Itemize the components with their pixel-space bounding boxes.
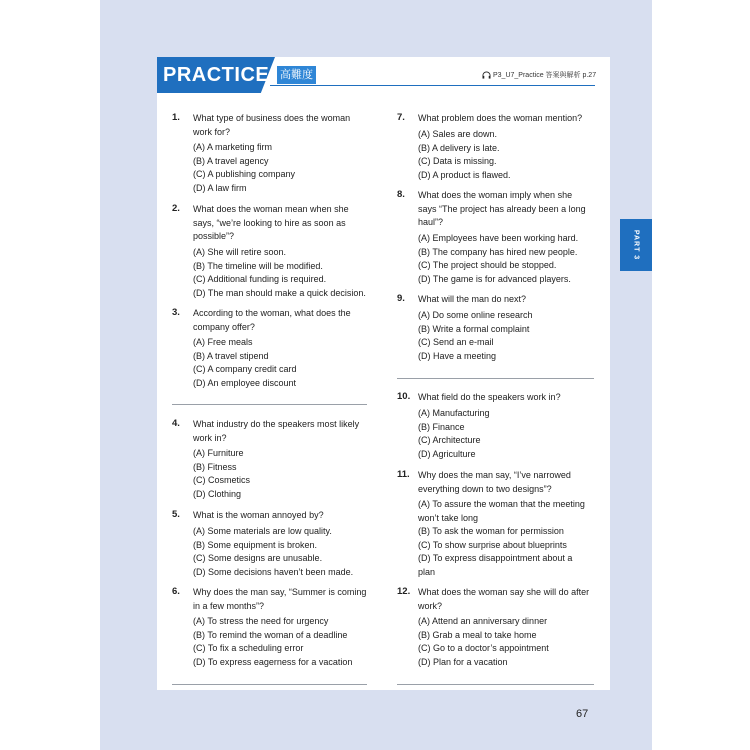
answer-option: (A) Do some online research (418, 310, 533, 320)
answer-option: (A) To assure the woman that the meeting won’t take long (418, 499, 585, 523)
question-stem: What industry do the speakers most likely work in? (193, 419, 360, 443)
answer-option: (A) Furniture (193, 448, 244, 458)
section-divider (397, 378, 594, 379)
answer-option: (C) A publishing company (193, 169, 296, 179)
question-number: 8. (397, 189, 405, 200)
audio-reference (482, 70, 596, 80)
answer-option: (B) To ask the woman for permission (418, 526, 564, 536)
answer-option: (A) Manufacturing (418, 408, 490, 418)
header-divider (270, 85, 595, 86)
answer-option: (B) Grab a meal to take home (418, 629, 537, 640)
answer-option: (C) Some designs are unusable. (193, 553, 323, 563)
answer-option: (C) A company credit card (193, 364, 297, 374)
answer-option: (C) The project should be stopped. (418, 260, 557, 270)
question-stem: What does the woman imply when she says “The project has already been a long haul”? (418, 190, 586, 227)
question-number: 6. (172, 586, 180, 597)
answer-option: (C) To show surprise about blueprints (418, 539, 567, 550)
answer-option: (D) Have a meeting (418, 350, 497, 361)
difficulty-badge: 高難度 (277, 66, 316, 84)
question-stem: What will the man do next? (418, 294, 527, 304)
answer-option: (D) A law firm (193, 182, 247, 193)
answer-option: (A) To stress the need for urgency (193, 616, 329, 626)
question-stem: What type of business does the woman work for? (193, 113, 351, 137)
answer-option: (D) A product is flawed. (418, 169, 511, 180)
section-divider (397, 684, 594, 685)
answer-option: (D) An employee discount (193, 377, 297, 388)
question-number: 11. (397, 469, 410, 480)
answer-option: (A) Some materials are low quality. (193, 526, 332, 536)
question-stem: What is the woman annoyed by? (193, 510, 324, 520)
question-stem: What does the woman mean when she says, “we’re looking to hire as soon as possible”? (193, 204, 349, 241)
question-number: 12. (397, 586, 411, 597)
answer-option: (B) Write a formal complaint (418, 323, 530, 334)
answer-option: (A) A marketing firm (193, 142, 273, 152)
answer-option: (D) The man should make a quick decision. (193, 287, 366, 298)
answer-option: (D) Clothing (193, 488, 242, 499)
answer-option: (B) The timeline will be modified. (193, 260, 323, 271)
question-stem: Why does the man say, “I’ve narrowed everything down to two designs”? (418, 470, 571, 494)
answer-option: (B) Some equipment is broken. (193, 539, 318, 550)
answer-option: (B) A delivery is late. (418, 142, 500, 153)
answer-option: (A) She will retire soon. (193, 247, 287, 257)
answer-option: (C) Architecture (418, 435, 481, 445)
answer-option: (B) A travel agency (193, 155, 269, 166)
question-number: 1. (172, 112, 180, 123)
answer-option: (D) To express disappointment about a plan (418, 553, 573, 577)
answer-option: (D) To express eagerness for a vacation (193, 656, 353, 667)
answer-option: (B) Finance (418, 421, 465, 432)
answer-option: (B) A travel stipend (193, 350, 269, 361)
answer-option: (C) Send an e-mail (418, 337, 494, 347)
part-side-tab-label: PART 3 (632, 229, 640, 261)
answer-option: (D) The game is for advanced players. (418, 273, 571, 284)
answer-option: (C) Go to a doctor’s appointment (418, 643, 549, 653)
question-number: 9. (397, 293, 405, 304)
question-number: 2. (172, 203, 180, 214)
question-stem: What field do the speakers work in? (418, 392, 561, 402)
question-number: 7. (397, 112, 405, 123)
question-number: 3. (172, 307, 180, 318)
answer-option: (B) To remind the woman of a deadline (193, 629, 348, 640)
page-title: PRACTICE (163, 64, 270, 86)
answer-option: (C) To fix a scheduling error (193, 643, 304, 653)
section-divider (172, 404, 367, 405)
audio-reference-text: P3_U7_Practice 答案與解析 p.27 (493, 72, 597, 79)
answer-option: (A) Free meals (193, 337, 253, 347)
answer-option: (B) The company has hired new people. (418, 246, 578, 257)
question-stem: What problem does the woman mention? (418, 113, 583, 123)
question-stem: Why does the man say, “Summer is coming in a few months”? (193, 587, 367, 611)
answer-option: (A) Sales are down. (418, 129, 498, 139)
answer-option: (C) Additional funding is required. (193, 274, 327, 284)
question-number: 10. (397, 391, 411, 402)
answer-option: (C) Cosmetics (193, 475, 251, 485)
question-number: 5. (172, 509, 180, 520)
section-divider (172, 684, 367, 685)
answer-option: (D) Agriculture (418, 448, 476, 459)
answer-option: (A) Employees have been working hard. (418, 233, 579, 243)
headphone-icon (482, 71, 491, 79)
page-number: 67 (576, 708, 589, 720)
question-stem: What does the woman say she will do after work? (418, 587, 590, 611)
answer-option: (C) Data is missing. (418, 156, 497, 166)
answer-option: (D) Some decisions haven’t been made. (193, 566, 354, 577)
answer-option: (D) Plan for a vacation (418, 656, 508, 667)
answer-option: (A) Attend an anniversary dinner (418, 616, 548, 626)
question-number: 4. (172, 418, 180, 429)
answer-option: (B) Fitness (193, 461, 237, 472)
question-stem: According to the woman, what does the company offer? (193, 308, 351, 332)
